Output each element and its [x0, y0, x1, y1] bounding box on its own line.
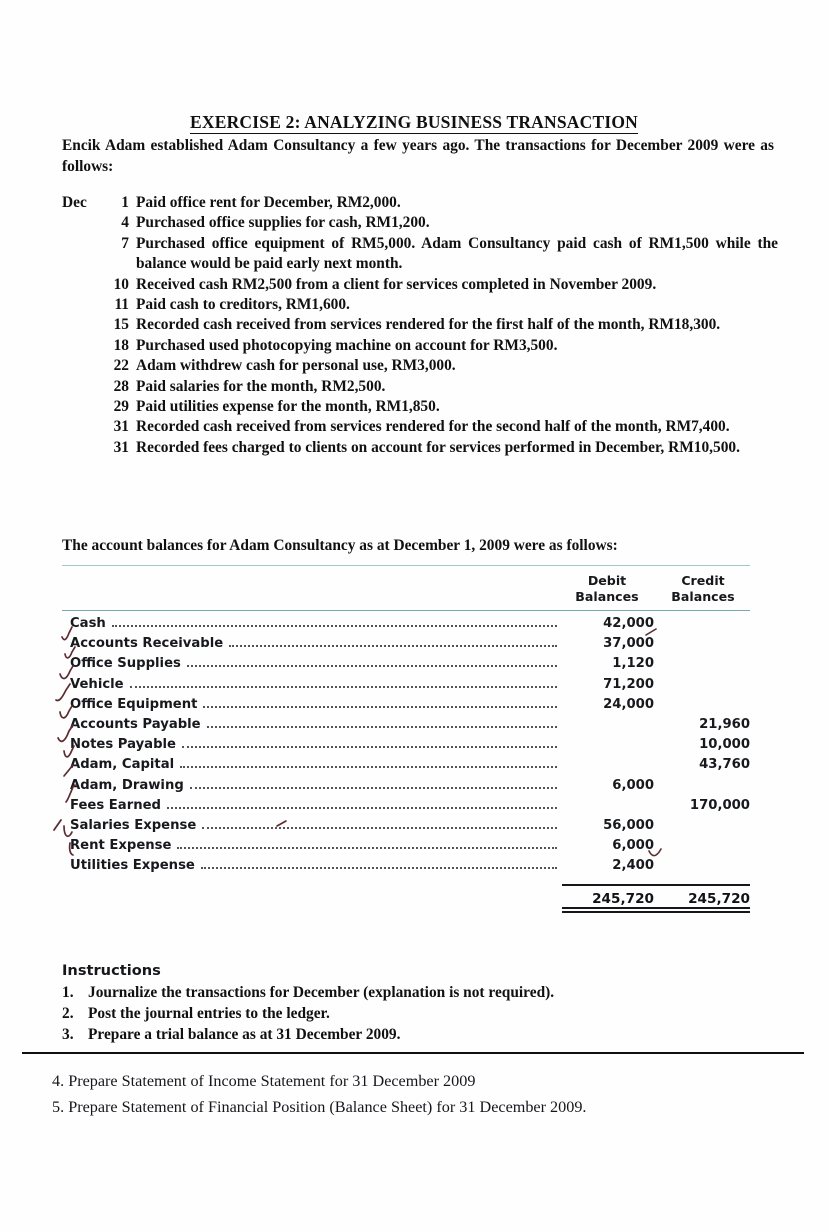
- table-row: [62, 636, 750, 656]
- table-totals-row: [62, 884, 750, 907]
- debit-balance: 56,000: [603, 817, 654, 833]
- credit-balance: 170,000: [689, 797, 750, 813]
- transaction-day: 28: [113, 377, 129, 395]
- transaction-text: Recorded cash received from services rendered for the second half of the month, RM7,400.: [136, 418, 730, 436]
- dot-leader: [187, 664, 557, 667]
- dot-leader: [202, 826, 557, 829]
- dot-leader: [207, 725, 557, 728]
- table-row: [62, 858, 750, 878]
- dot-leader: [182, 745, 557, 748]
- instruction-number: 3.: [62, 1026, 74, 1043]
- account-name: Office Equipment: [70, 696, 198, 712]
- account-name: Adam, Capital: [70, 757, 175, 773]
- account-name: Salaries Expense: [70, 817, 197, 833]
- transactions-block: [62, 193, 778, 458]
- dot-leader: [130, 685, 557, 688]
- instruction-item: [62, 1024, 778, 1045]
- dot-leader: [190, 786, 557, 789]
- instruction-item: [62, 982, 778, 1003]
- table-row: [62, 616, 750, 636]
- account-name: Adam, Drawing: [70, 777, 184, 793]
- total-credit: 245,720: [654, 884, 750, 907]
- transaction-row: [62, 336, 778, 356]
- instructions-section: [62, 962, 778, 1045]
- instructions-heading: Instructions: [62, 962, 161, 979]
- dot-leader: [201, 866, 557, 869]
- transaction-text: Paid utilities expense for the month, RM1,850.: [136, 398, 440, 416]
- account-name: Accounts Receivable: [70, 636, 224, 652]
- transaction-text: Recorded cash received from services rendered for the first half of the month, RM18,300.: [136, 316, 721, 334]
- transaction-text: Paid office rent for December, RM2,000.: [136, 194, 401, 211]
- dot-leader: [112, 624, 557, 627]
- debit-balance: 24,000: [603, 696, 654, 712]
- instruction-text: Post the journal entries to the ledger.: [88, 1005, 330, 1022]
- transaction-row: [62, 377, 778, 397]
- transaction-row: [62, 193, 778, 213]
- column-header-credit-line2: Balances: [671, 588, 735, 604]
- column-header-debit: [558, 573, 656, 604]
- balances-lead-in: The account balances for Adam Consultancy as at December 1, 2009 were as follows:: [62, 537, 618, 554]
- transaction-day: 1: [121, 194, 129, 211]
- account-name: Fees Earned: [70, 797, 161, 813]
- debit-balance: 71,200: [603, 676, 654, 692]
- transaction-text: Adam withdrew cash for personal use, RM3,000.: [136, 357, 456, 375]
- dot-leader: [167, 806, 557, 809]
- transaction-row: [62, 213, 778, 233]
- debit-balance: 42,000: [603, 616, 654, 631]
- credit-balance: 10,000: [699, 737, 750, 753]
- transaction-text: Paid cash to creditors, RM1,600.: [136, 296, 350, 314]
- transaction-text: Received cash RM2,500 from a client for services completed in November 2009.: [136, 275, 657, 293]
- column-header-debit-line2: Balances: [575, 588, 639, 604]
- page-title-text: EXERCISE 2: ANALYZING BUSINESS TRANSACTION: [190, 112, 638, 132]
- instruction-text: Journalize the transactions for December (explanation is not required).: [88, 984, 555, 1001]
- transaction-day: 15: [113, 316, 129, 334]
- dot-leader: [229, 644, 557, 647]
- table-row: [62, 656, 750, 676]
- credit-balance: 43,760: [699, 757, 750, 773]
- transaction-day: 11: [114, 296, 129, 314]
- table-header-row: [62, 566, 750, 608]
- dot-leader: [177, 846, 557, 849]
- column-header-debit-line1: Debit: [587, 573, 627, 588]
- table-row: [62, 697, 750, 717]
- debit-balance: 6,000: [612, 838, 654, 854]
- transaction-text: Paid salaries for the month, RM2,500.: [136, 377, 386, 395]
- transaction-day: 31: [113, 418, 129, 436]
- table-body: [62, 611, 750, 878]
- instruction-item: [62, 1003, 778, 1024]
- appended-items: [52, 1068, 792, 1120]
- transaction-row: [62, 397, 778, 417]
- column-header-credit-line1: Credit: [681, 573, 725, 588]
- account-name: Accounts Payable: [70, 716, 201, 732]
- instruction-text: Prepare a trial balance as at 31 December 2009.: [88, 1026, 401, 1043]
- transaction-day: 18: [113, 336, 129, 354]
- table-row: [62, 798, 750, 818]
- account-name: Cash: [70, 616, 106, 631]
- appended-item: 5. Prepare Statement of Financial Position (Balance Sheet) for 31 December 2009.: [52, 1098, 587, 1116]
- table-header-rule: [62, 610, 750, 611]
- debit-balance: 2,400: [612, 858, 654, 874]
- transaction-day: 31: [113, 438, 129, 456]
- credit-balance: 21,960: [699, 716, 750, 732]
- account-name: Office Supplies: [70, 656, 181, 672]
- table-row: [62, 778, 750, 798]
- account-name: Notes Payable: [70, 737, 176, 753]
- section-divider: [22, 1052, 804, 1054]
- table-top-rule: [62, 565, 750, 566]
- table-row: [62, 838, 750, 858]
- debit-balance: 37,000: [603, 636, 654, 652]
- table-row: [62, 818, 750, 838]
- trial-balance-table: [62, 565, 750, 907]
- appended-item: 4. Prepare Statement of Income Statement for 31 December 2009: [52, 1072, 476, 1090]
- transaction-day: 7: [121, 234, 129, 252]
- table-row: [62, 737, 750, 757]
- debit-balance: 6,000: [612, 777, 654, 793]
- transaction-row: [62, 356, 778, 376]
- table-row: [62, 717, 750, 737]
- transaction-row: [62, 234, 778, 275]
- transaction-day: 10: [113, 275, 129, 293]
- table-row: [62, 677, 750, 697]
- transaction-row: [62, 417, 778, 437]
- dot-leader: [203, 705, 557, 708]
- account-name: Rent Expense: [70, 838, 172, 854]
- dot-leader: [180, 765, 557, 768]
- instructions-list: [62, 982, 778, 1045]
- column-header-credit: [656, 573, 750, 604]
- transaction-text: Purchased office equipment of RM5,000. Adam Consultancy paid cash of RM1,500 while the balance would be paid early next month.: [136, 234, 778, 273]
- table-row: [62, 757, 750, 777]
- transaction-row: [62, 275, 778, 295]
- instruction-number: 2.: [62, 1005, 74, 1022]
- transaction-day: 22: [113, 357, 129, 375]
- transaction-text: Purchased office supplies for cash, RM1,200.: [136, 214, 430, 232]
- month-label: Dec: [62, 194, 87, 211]
- instruction-number: 1.: [62, 984, 74, 1001]
- transaction-row: [62, 438, 778, 458]
- transaction-row: [62, 295, 778, 315]
- transaction-text: Recorded fees charged to clients on account for services performed in December, RM10,500.: [136, 438, 740, 456]
- transaction-row: [62, 315, 778, 335]
- transaction-day: 29: [113, 398, 129, 416]
- transaction-list: [62, 193, 778, 458]
- transaction-day: 4: [121, 214, 129, 232]
- debit-balance: 1,120: [612, 656, 654, 672]
- account-name: Vehicle: [70, 676, 124, 692]
- account-name: Utilities Expense: [70, 858, 195, 874]
- page-title: [0, 112, 828, 133]
- total-debit: 245,720: [562, 884, 654, 907]
- intro-paragraph: Encik Adam established Adam Consultancy a few years ago. The transactions for December 2009 were as follows:: [62, 137, 774, 175]
- transaction-text: Purchased used photocopying machine on account for RM3,500.: [136, 336, 558, 354]
